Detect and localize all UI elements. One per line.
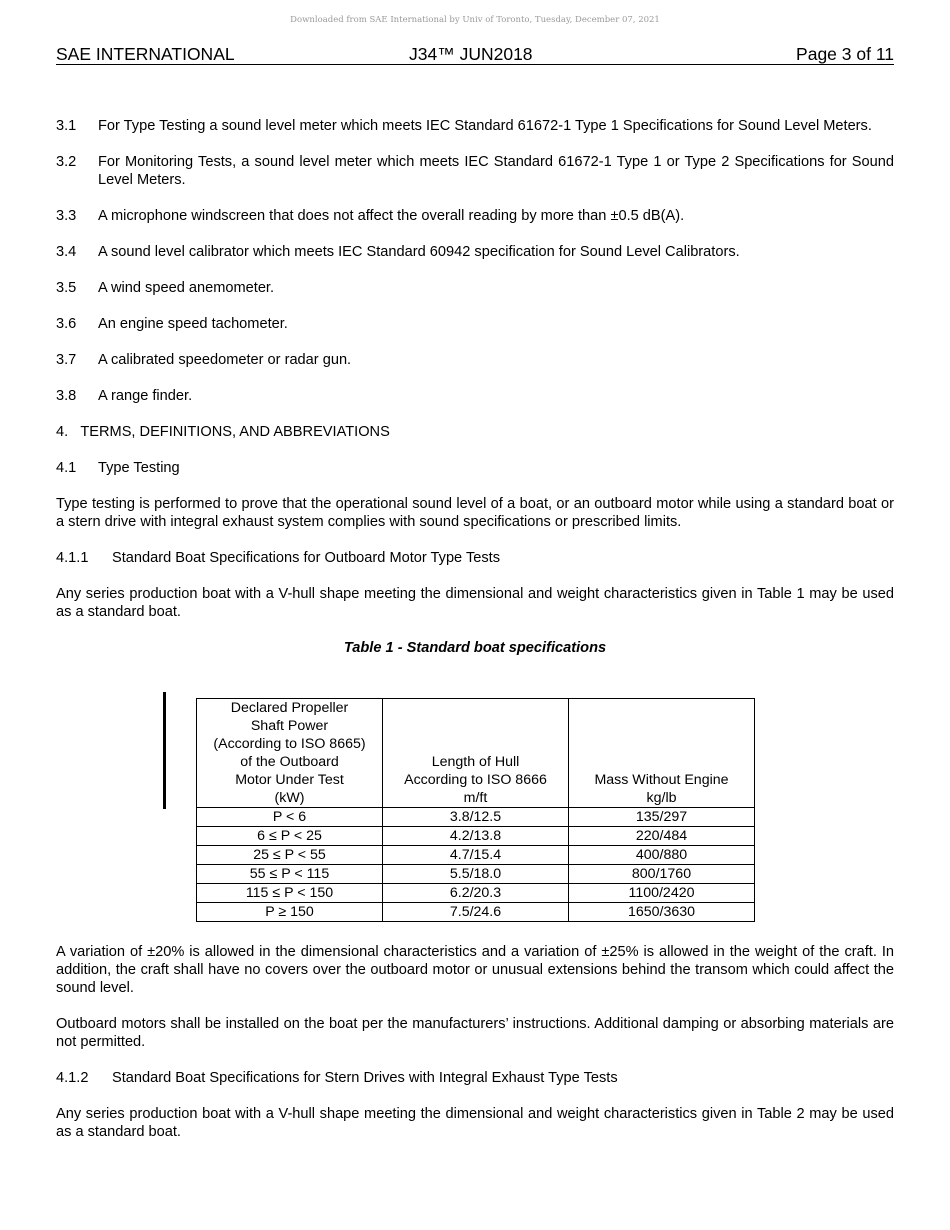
table-cell: 800/1760: [569, 865, 755, 884]
list-item-3-5: [56, 279, 894, 297]
type-testing-paragraph: Type testing is performed to prove that the operational sound level of a boat, or an outboard motor while using a standard boat or a stern drive with integral exhaust system complies with sound specifications or prescribed limits.: [56, 496, 894, 530]
table-cell: 6.2/20.3: [383, 884, 569, 903]
table-row: [197, 865, 755, 884]
item-text: For Monitoring Tests, a sound level meter which meets IEC Standard 61672-1 Type 1 or Type 2 Specifications for Sound Level Meters.: [98, 154, 894, 188]
header-line: kg/lb: [646, 790, 677, 806]
table-cell: P ≥ 150: [197, 903, 383, 922]
section-title: TERMS, DEFINITIONS, AND ABBREVIATIONS: [80, 424, 390, 440]
header-line: (According to ISO 8665): [213, 736, 366, 752]
list-item-3-3: [56, 207, 894, 225]
section-title: Type Testing: [98, 460, 180, 476]
header-line: Length of Hull: [431, 754, 520, 770]
item-text: For Type Testing a sound level meter which meets IEC Standard 61672-1 Type 1 Specifications for Sound Level Meters.: [98, 118, 872, 134]
table-cell: 4.7/15.4: [383, 846, 569, 865]
table-row: [197, 903, 755, 922]
download-watermark: Downloaded from SAE International by Univ of Toronto, Tuesday, December 07, 2021: [290, 15, 660, 25]
table-row: [197, 884, 755, 903]
table-1-caption: Table 1 - Standard boat specifications: [343, 640, 607, 656]
table-cell: 115 ≤ P < 150: [197, 884, 383, 903]
table-cell: 1100/2420: [569, 884, 755, 903]
item-text: A sound level calibrator which meets IEC Standard 60942 specification for Sound Level Calibrators.: [98, 244, 740, 260]
item-number: 3.7: [56, 352, 77, 368]
section-number: 4.1.2: [56, 1070, 89, 1086]
section-4-heading: [56, 423, 894, 441]
item-text: An engine speed tachometer.: [98, 316, 288, 332]
header-line: (kW): [274, 790, 305, 806]
item-number: 3.4: [56, 244, 77, 260]
section-number: 4.: [56, 424, 69, 440]
header-line: Shaft Power: [250, 718, 329, 734]
list-item-3-7: [56, 351, 894, 369]
table-cell: 220/484: [569, 827, 755, 846]
item-number: 3.1: [56, 118, 77, 134]
table-row: [197, 827, 755, 846]
list-item-3-4: [56, 243, 894, 261]
list-item-3-8: [56, 387, 894, 405]
item-number: 3.3: [56, 208, 77, 224]
table-cell: P < 6: [197, 808, 383, 827]
list-item-3-1: [56, 117, 894, 135]
table-cell: 5.5/18.0: [383, 865, 569, 884]
table-cell: 25 ≤ P < 55: [197, 846, 383, 865]
header-cell-mass: [569, 699, 755, 808]
section-4-1-2-heading: [56, 1069, 894, 1087]
stern-drive-paragraph: Any series production boat with a V-hull shape meeting the dimensional and weight characteristics given in Table 2 may be used as a standard boat.: [56, 1106, 894, 1140]
section-number: 4.1: [56, 460, 77, 476]
header-line: of the Outboard: [240, 754, 339, 770]
table-cell: 135/297: [569, 808, 755, 827]
item-number: 3.8: [56, 388, 77, 404]
outboard-boat-paragraph: Any series production boat with a V-hull shape meeting the dimensional and weight characteristics given in Table 1 may be used as a standard boat.: [56, 586, 894, 620]
outboard-installation-paragraph: Outboard motors shall be installed on the boat per the manufacturers’ instructions. Additional damping or absorbing materials are not permitted.: [56, 1016, 894, 1050]
item-number: 3.2: [56, 154, 77, 170]
header-doc-id: J34™ JUN2018: [409, 44, 533, 64]
table-cell: 4.2/13.8: [383, 827, 569, 846]
header-line: m/ft: [463, 790, 488, 806]
table-cell: 6 ≤ P < 25: [197, 827, 383, 846]
section-title: Standard Boat Specifications for Outboard Motor Type Tests: [112, 550, 501, 566]
list-item-3-2: [56, 153, 894, 189]
section-4-1-1-heading: [56, 549, 894, 567]
table-cell: 55 ≤ P < 115: [197, 865, 383, 884]
section-title: Standard Boat Specifications for Stern Drives with Integral Exhaust Type Tests: [112, 1070, 618, 1086]
variation-paragraph: A variation of ±20% is allowed in the dimensional characteristics and a variation of ±25% is allowed in the weight of the craft. In addition, the craft shall have no covers over the outboard motor or unusual extensions behind the transom which could affect the sound level.: [56, 944, 894, 996]
header-line: According to ISO 8666: [404, 772, 547, 788]
table-cell: 1650/3630: [569, 903, 755, 922]
header-org: SAE INTERNATIONAL: [56, 44, 235, 64]
header-line: Motor Under Test: [235, 772, 344, 788]
list-item-3-6: [56, 315, 894, 333]
header-line: Mass Without Engine: [594, 772, 729, 788]
header-cell-power: [197, 699, 383, 808]
section-number: 4.1.1: [56, 550, 89, 566]
table-row: [197, 808, 755, 827]
body-upper: [56, 117, 894, 657]
table-row: [197, 846, 755, 865]
header-page-number: Page 3 of 11: [796, 44, 894, 64]
table-cell: 3.8/12.5: [383, 808, 569, 827]
item-number: 3.5: [56, 280, 77, 296]
item-text: A calibrated speedometer or radar gun.: [98, 352, 352, 368]
body-lower: [56, 943, 894, 1141]
item-text: A wind speed anemometer.: [98, 280, 275, 296]
item-number: 3.6: [56, 316, 77, 332]
section-4-1-heading: [56, 459, 894, 477]
item-text: A range finder.: [98, 388, 193, 404]
table-cell: 7.5/24.6: [383, 903, 569, 922]
header-cell-length: [383, 699, 569, 808]
standard-boat-table: [196, 698, 755, 922]
table-cell: 400/880: [569, 846, 755, 865]
item-text: A microphone windscreen that does not affect the overall reading by more than ±0.5 dB(A).: [98, 208, 685, 224]
table-header-row: [197, 699, 755, 808]
revision-change-bar: [163, 692, 166, 809]
header-line: Declared Propeller: [230, 700, 349, 716]
page-header: [56, 44, 894, 65]
